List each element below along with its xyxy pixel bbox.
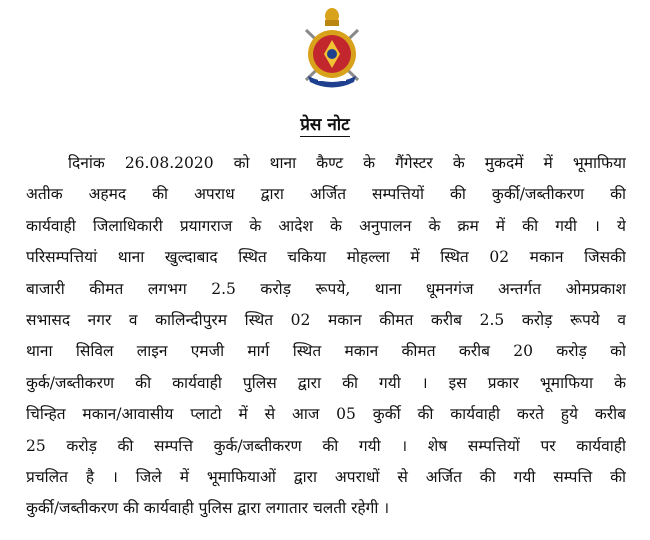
body-line: थाना सिविल लाइन एमजी मार्ग स्थित मकान कीमत करीब 20 करोड़ को [26,342,626,361]
police-emblem-icon [296,4,368,92]
body-line: दिनांक 26.08.2020 को थाना कैण्ट के गैंगेस्टर के मुकदमें में भूमाफिया [68,154,626,172]
body-line: अतीक अहमद की अपराध द्वारा अर्जित सम्पत्तियों की कुर्की/जब्तीकरण की [26,185,626,204]
body-line: चिन्हित मकान/आवासीय प्लाटो में से आज 05 कुर्की की कार्यवाही करते हुये करीब [26,405,626,424]
body-line: बाजारी कीमत लगभग 2.5 करोड़ रूपये, थाना धूमनगंज अन्तर्गत ओमप्रकाश [26,279,626,298]
body-line: कार्यवाही जिलाधिकारी प्रयागराज के आदेश के अनुपालन के क्रम में की गयी । ये [26,216,626,235]
body-line: सभासद नगर व कालिन्दीपुरम स्थित 02 मकान कीमत करीब 2.5 करोड़ रूपये व [26,311,626,330]
body-line: 25 करोड़ की सम्पत्ति कुर्क/जब्तीकरण की गयी । शेष सम्पत्तियों पर कार्यवाही [26,436,626,455]
title-text: प्रेस नोट [300,115,350,135]
body-line: प्रचलित है । जिले में भूमाफियाओं द्वारा अपराधों से अर्जित की गयी सम्पत्ति की [26,468,626,487]
body-line: कुर्क/जब्तीकरण की कार्यवाही पुलिस द्वारा की गयी । इस प्रकार भूमाफिया के [26,373,626,392]
press-note-body [26,148,626,525]
body-line: कुर्की/जब्तीकरण की कार्यवाही पुलिस द्वारा लगातार चलती रहेगी । [26,499,390,518]
body-line: परिसम्पत्तियां थाना खुल्दाबाद स्थित चकिया मोहल्ला में स्थित 02 मकान जिसकी [26,248,626,267]
page-title [0,114,650,136]
